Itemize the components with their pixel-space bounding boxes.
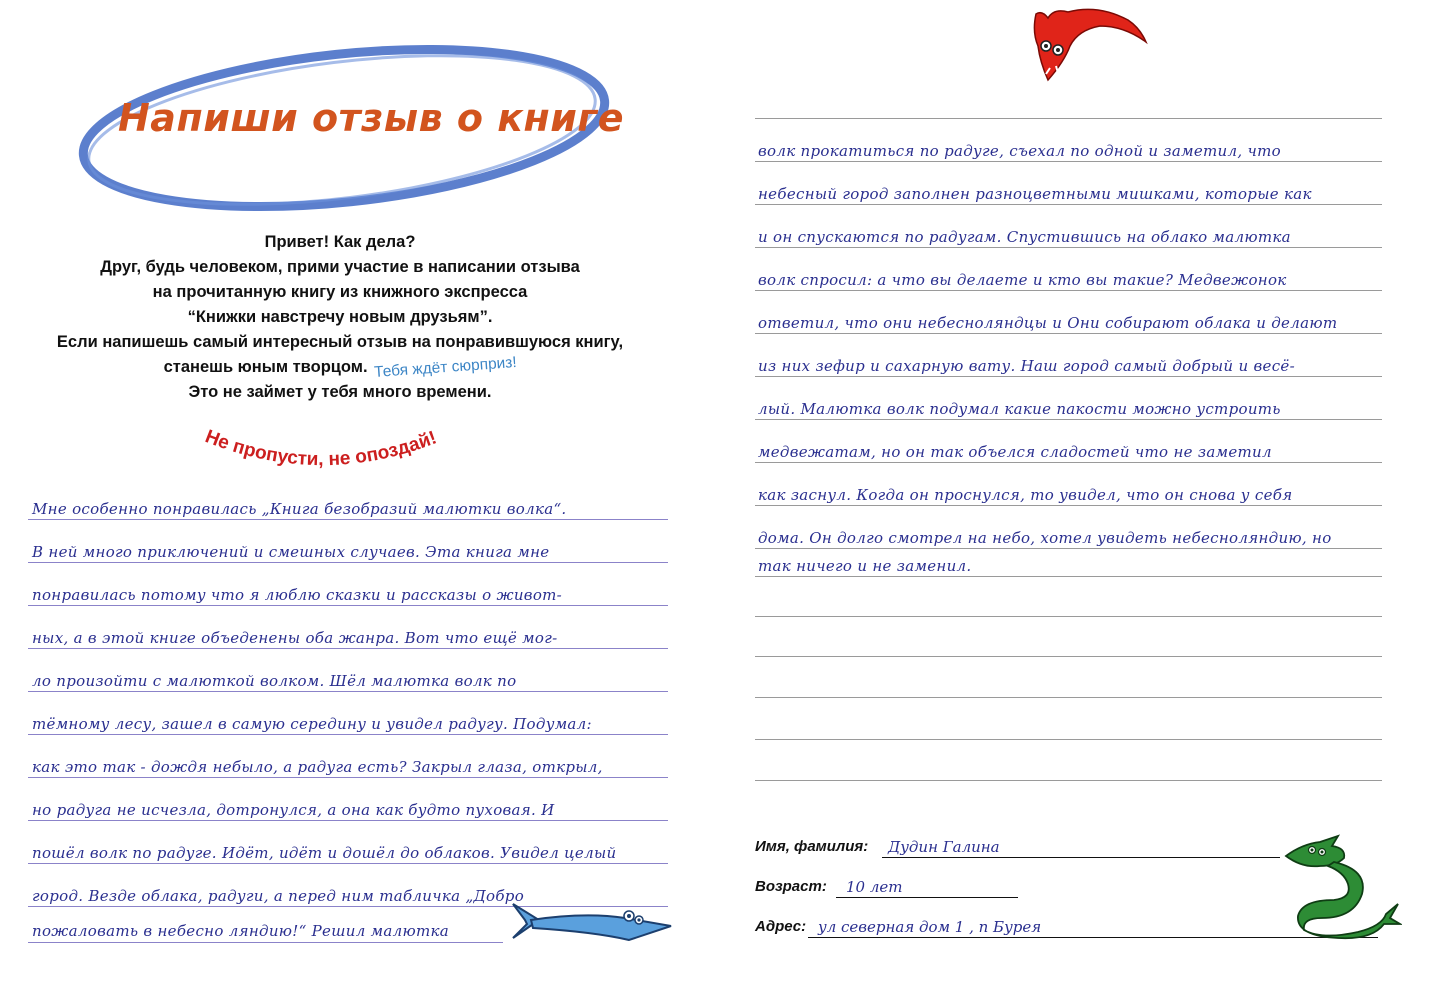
name-line [882,857,1280,858]
ruled-line [28,820,668,821]
review-line: но радуга не исчезла, дотронулся, а она как будто пуховая. И [32,801,555,819]
ruled-line [755,247,1382,248]
green-creature-icon [1282,832,1402,942]
ruled-line [28,777,668,778]
call-to-action [190,405,490,485]
review-line: дома. Он долго смотрел на небо, хотел увидеть небесноляндию, но [758,529,1332,547]
intro-line: Это не займет у тебя много времени. [188,383,492,401]
surprise-note: Тебя ждёт сюрприз! [373,354,517,381]
intro-line: на прочитанную книгу из книжного экспресса [152,283,528,301]
age-value: 10 лет [846,878,903,896]
ruled-line [755,161,1382,162]
intro-block [20,230,660,405]
ruled-line [755,118,1382,119]
review-line: и он спускаются по радугам. Спустившись на облако малютка [758,228,1291,246]
review-line: из них зефир и сахарную вату. Наш город самый добрый и весё- [758,357,1295,375]
ruled-line [755,505,1382,506]
intro-line: Друг, будь человеком, прими участие в написании отзыва [100,258,580,276]
red-creature-icon [1028,2,1148,84]
page-title: Напиши отзыв о книге [118,96,625,140]
review-line: В ней много приключений и смешных случаев. Эта книга мне [32,543,550,561]
intro-line: “Книжки навстречу новым друзьям”. [187,308,493,326]
ruled-line [755,616,1382,617]
review-line: ответил, что они небесноляндцы и Они собирают облака и делают [758,314,1338,332]
review-line: как это так - дождя небыло, а радуга есть? Закрыл глаза, открыл, [32,758,603,776]
review-line: волк прокатиться по радуге, съехал по одной и заметил, что [758,142,1281,160]
review-line: понравилась потому что я люблю сказки и рассказы о живот- [32,586,563,604]
review-line: тёмному лесу, зашел в самую середину и увидел радугу. Подумал: [32,715,592,733]
ruled-line [755,739,1382,740]
name-label: Имя, фамилия: [755,838,869,855]
ruled-line [28,605,668,606]
review-line: волк спросил: а что вы делаете и кто вы такие? Медвежонок [758,271,1287,289]
ruled-line [755,576,1382,577]
review-line: ных, а в этой книге объеденены оба жанра. Вот что ещё мог- [32,629,558,647]
call-to-action-text: Не пропусти, не опоздай! [202,426,440,471]
ruled-line [755,419,1382,420]
ruled-line [755,333,1382,334]
age-line [836,897,1018,898]
review-line: лый. Малютка волк подумал какие пакости можно устроить [758,400,1281,418]
ruled-line [755,462,1382,463]
ruled-line [755,548,1382,549]
arrow-creature-icon [505,898,675,950]
ruled-line [755,204,1382,205]
review-line: город. Везде облака, радуги, а перед ним табличка „Добро [32,887,525,905]
ruled-line [755,290,1382,291]
review-line: так ничего и не заменил. [758,557,972,575]
review-line: медвежатам, но он так объелся сладостей что не заметил [758,443,1272,461]
intro-line: Привет! Как дела? [264,233,416,251]
review-line: Мне особенно понравилась „Книга безобразий малютки волка“. [32,500,567,518]
review-line: небесный город заполнен разноцветными мишками, которые как [758,185,1312,203]
review-line: как заснул. Когда он проснулся, то увидел, что он снова у себя [758,486,1293,504]
ruled-line [755,376,1382,377]
address-value: ул северная дом 1 , п Бурея [818,918,1042,936]
intro-line: Если напишешь самый интересный отзыв на понравившуюся книгу, [56,333,624,351]
review-line: ло произойти с малюткой волком. Шёл малютка волк по [32,672,517,690]
ruled-line [28,942,503,943]
address-label: Адрес: [755,918,807,935]
review-line: пожаловать в небесно ляндию!“ Решил малютка [32,922,449,940]
ruled-line [755,780,1382,781]
ruled-line [28,519,668,520]
svg-text:Не пропусти, не опоздай! [202,426,439,470]
ruled-line [28,648,668,649]
review-line: пошёл волк по радуге. Идёт, идёт и дошёл до облаков. Увидел целый [32,844,617,862]
ruled-line [28,691,668,692]
ruled-line [28,863,668,864]
ruled-line [28,562,668,563]
name-value: Дудин Галина [888,838,1000,856]
intro-line-text: станешь юным творцом. [163,358,368,376]
ruled-line [28,734,668,735]
ruled-line [755,697,1382,698]
intro-line [20,355,660,380]
ruled-line [755,656,1382,657]
age-label: Возраст: [755,878,827,895]
